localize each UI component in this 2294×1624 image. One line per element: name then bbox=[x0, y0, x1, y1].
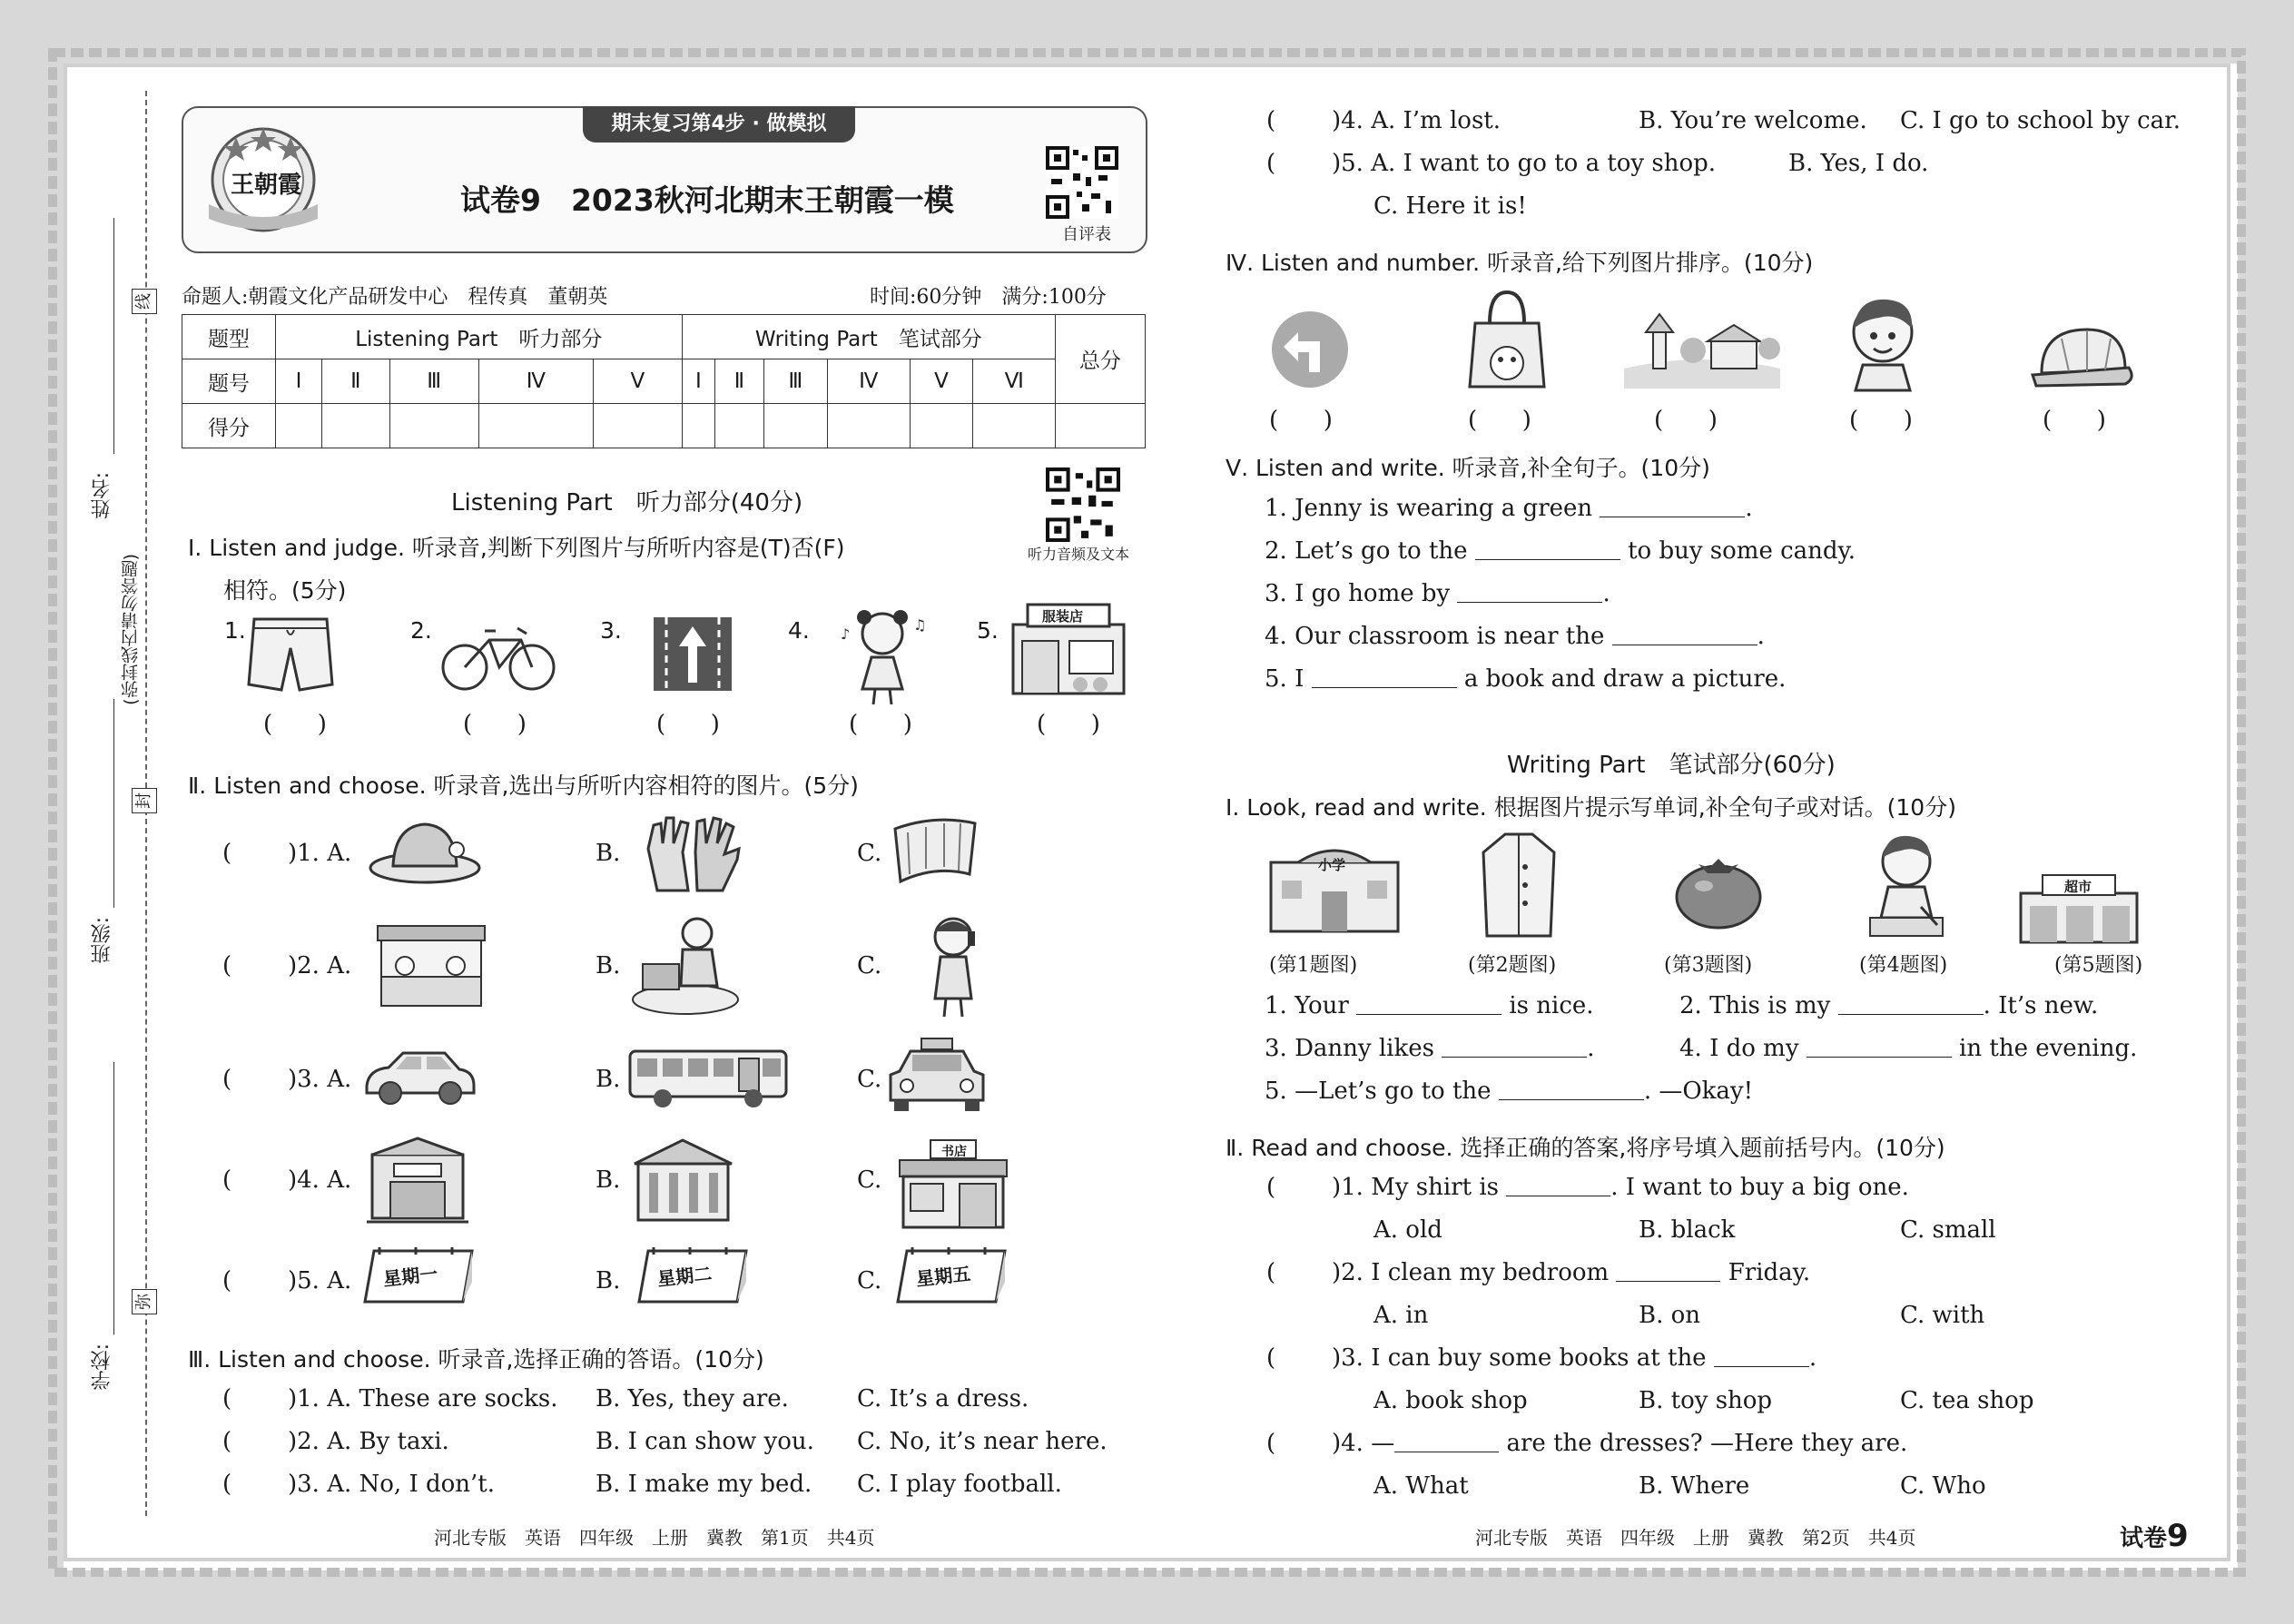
score-table bbox=[182, 314, 1146, 448]
option-c: C. I go to school by car. bbox=[1900, 107, 2181, 134]
answer-paren[interactable]: ( bbox=[1266, 107, 1276, 134]
fill-item-5 bbox=[1265, 665, 1786, 693]
fill-pre: 4. Our classroom is near the bbox=[1265, 623, 1605, 650]
option-a: )1. A. These are socks. bbox=[288, 1385, 558, 1412]
brand-logo bbox=[200, 121, 327, 239]
score-cell[interactable] bbox=[478, 404, 593, 448]
option-b-label: B. bbox=[596, 1267, 621, 1294]
listening-num: Ⅳ bbox=[478, 359, 593, 404]
shorts-icon bbox=[245, 612, 336, 698]
listening-s1-heading-2: 相符。(5分) bbox=[223, 577, 347, 604]
cinema-building-icon bbox=[363, 1137, 472, 1227]
option-b: B. Yes, I do. bbox=[1788, 150, 1929, 177]
gloves-icon bbox=[641, 812, 745, 894]
park-scene-icon bbox=[1620, 305, 1784, 391]
answer-paren[interactable]: ( ) bbox=[849, 711, 912, 738]
market-sign-text: 超市 bbox=[2064, 879, 2092, 895]
answer-paren[interactable]: ( bbox=[222, 1428, 232, 1455]
choice-item-2 bbox=[1266, 1259, 1810, 1286]
paper-label-footer bbox=[2120, 1518, 2189, 1554]
class-field[interactable] bbox=[113, 699, 114, 908]
fill-blank[interactable] bbox=[1612, 625, 1757, 645]
answer-paren[interactable]: ( ) bbox=[1037, 711, 1100, 738]
stem-post: Friday. bbox=[1728, 1259, 1811, 1286]
car-icon bbox=[361, 1044, 479, 1107]
calendar-monday-icon bbox=[361, 1245, 475, 1311]
option-c-label: C. bbox=[857, 1066, 882, 1093]
answer-paren[interactable]: ( bbox=[222, 840, 232, 867]
option-c: C. small bbox=[1900, 1216, 1996, 1244]
writing-title: Writing Part 笔试部分(60分) bbox=[1507, 752, 1836, 779]
fill-pre: 4. I do my bbox=[1679, 1035, 1799, 1062]
option-b-label: B. bbox=[596, 1166, 621, 1194]
score-cell[interactable] bbox=[389, 404, 478, 448]
listening-s1-heading: Ⅰ. Listen and judge. 听录音,判断下列图片与所听内容是(T)否(F) bbox=[188, 535, 845, 561]
bookshop-sign-text: 书店 bbox=[941, 1145, 967, 1159]
binding-mark-1: 线 bbox=[132, 289, 157, 314]
answer-paren[interactable]: ( bbox=[1266, 150, 1276, 177]
school-building-icon bbox=[1262, 835, 1407, 935]
fill-blank[interactable] bbox=[1499, 1079, 1644, 1100]
stem-post: . bbox=[1808, 1344, 1817, 1372]
fill-post: . bbox=[1745, 495, 1753, 522]
option-c-label: C. bbox=[857, 1267, 882, 1294]
fill-blank[interactable] bbox=[1616, 1261, 1720, 1282]
fill-blank[interactable] bbox=[1356, 994, 1501, 1015]
option-b: B. I can show you. bbox=[596, 1428, 814, 1455]
score-cell[interactable] bbox=[828, 404, 910, 448]
answer-paren[interactable]: ( bbox=[222, 1385, 232, 1412]
caption-1: (第1题图) bbox=[1269, 954, 1358, 977]
writing-num: Ⅰ bbox=[682, 359, 715, 404]
paper-label: 试卷 bbox=[2120, 1525, 2168, 1552]
choose-row-2 bbox=[222, 952, 351, 979]
response-item-5 bbox=[1266, 150, 1716, 177]
coat-icon bbox=[1478, 831, 1560, 940]
option-c: C. Here it is! bbox=[1373, 192, 1527, 220]
time-score: 时间:60分钟 满分:100分 bbox=[870, 286, 1107, 309]
fill-blank[interactable] bbox=[1807, 1037, 1952, 1058]
fill-item-1 bbox=[1265, 495, 1753, 522]
write-item-4 bbox=[1679, 1035, 2137, 1062]
option-b: B. I make my bed. bbox=[596, 1471, 812, 1498]
binding-note: (弥封线内请勿答题) bbox=[121, 554, 141, 705]
choose-row-3 bbox=[222, 1066, 351, 1093]
calendar-text: 星期五 bbox=[915, 1262, 972, 1291]
fill-blank[interactable] bbox=[1394, 1432, 1499, 1452]
row-num: )2. A. bbox=[288, 952, 352, 979]
store-sign-text: 服装店 bbox=[1042, 608, 1084, 625]
score-cell[interactable] bbox=[682, 404, 715, 448]
one-way-sign-icon bbox=[652, 615, 733, 693]
fill-post: in the evening. bbox=[1959, 1035, 2138, 1062]
option-b-label: B. bbox=[596, 1066, 621, 1093]
listening-num: Ⅲ bbox=[389, 359, 478, 404]
option-b: B. Where bbox=[1639, 1472, 1750, 1500]
option-a: )2. A. By taxi. bbox=[288, 1428, 449, 1455]
response-item-2 bbox=[222, 1428, 449, 1455]
listening-s2-heading: Ⅱ. Listen and choose. 听录音,选出与所听内容相符的图片。(5分) bbox=[188, 773, 859, 799]
header-box bbox=[182, 106, 1147, 253]
fill-post: . —Okay! bbox=[1643, 1078, 1754, 1105]
option-a: )4. A. I’m lost. bbox=[1332, 107, 1501, 134]
score-cell[interactable] bbox=[322, 404, 390, 448]
choose-row-5 bbox=[222, 1267, 351, 1294]
write-item-2 bbox=[1679, 992, 2098, 1019]
answer-paren[interactable]: ( bbox=[222, 1166, 232, 1194]
fill-post: . bbox=[1602, 580, 1610, 607]
cap-icon bbox=[2029, 322, 2138, 390]
supermarket-icon bbox=[2015, 871, 2142, 944]
row-num: )4. A. bbox=[288, 1166, 352, 1194]
row-num: )3. A. bbox=[288, 1066, 352, 1093]
scarf-icon bbox=[890, 811, 980, 888]
listening-s3-heading: Ⅲ. Listen and choose. 听录音,选择正确的答语。(10分) bbox=[188, 1346, 764, 1373]
fill-post: to buy some candy. bbox=[1628, 537, 1856, 565]
fill-post: . bbox=[1757, 623, 1765, 650]
writing-s1-heading: Ⅰ. Look, read and write. 根据图片提示写单词,补全句子或对话。(10分) bbox=[1226, 794, 1956, 821]
answer-paren[interactable]: ( bbox=[222, 1471, 232, 1498]
qr-audio[interactable] bbox=[1046, 468, 1120, 542]
fill-post: . bbox=[1587, 1035, 1595, 1062]
footer-left: 河北专版 英语 四年级 上册 冀教 第1页 共4页 bbox=[434, 1527, 875, 1549]
option-b-label: B. bbox=[596, 840, 621, 867]
bicycle-icon bbox=[439, 617, 557, 694]
singing-girl-icon bbox=[837, 603, 928, 707]
listening-title: Listening Part 听力部分(40分) bbox=[451, 489, 803, 517]
boy-icon bbox=[1843, 292, 1920, 392]
listening-s4-heading: Ⅳ. Listen and number. 听录音,给下列图片排序。(10分) bbox=[1226, 250, 1814, 276]
calendar-text: 星期二 bbox=[656, 1262, 714, 1291]
school-label: 学校: bbox=[91, 1343, 113, 1391]
name-label: 姓名: bbox=[91, 472, 113, 519]
fill-pre: 1. Jenny is wearing a green bbox=[1265, 495, 1593, 522]
fill-blank[interactable] bbox=[1714, 1346, 1809, 1367]
score-cell[interactable] bbox=[973, 404, 1056, 448]
judge-num-5: 5. bbox=[977, 617, 999, 644]
fill-blank[interactable] bbox=[1838, 994, 1984, 1015]
write-item-5 bbox=[1265, 1078, 1753, 1105]
fill-item-2 bbox=[1265, 537, 1856, 565]
write-item-1 bbox=[1265, 992, 1594, 1019]
self-eval-label: 自评表 bbox=[1062, 225, 1111, 244]
answer-paren[interactable]: ( ) bbox=[2043, 407, 2106, 434]
score-cell[interactable] bbox=[763, 404, 827, 448]
fill-post: is nice. bbox=[1509, 992, 1594, 1019]
stem-post: . I want to buy a big one. bbox=[1610, 1174, 1909, 1201]
tomato-icon bbox=[1673, 853, 1764, 930]
score-cell[interactable] bbox=[910, 404, 973, 448]
writing-part-label: Writing Part 笔试部分 bbox=[682, 315, 1055, 359]
choose-row-4 bbox=[222, 1166, 351, 1194]
option-b: B. Yes, they are. bbox=[596, 1385, 789, 1412]
response-item-4 bbox=[1266, 107, 1501, 134]
judge-num-2: 2. bbox=[410, 617, 432, 644]
fill-blank[interactable] bbox=[1600, 497, 1745, 517]
boy-homework-icon bbox=[1861, 831, 1952, 940]
bookshop-icon bbox=[894, 1138, 1012, 1229]
fill-pre: 3. Danny likes bbox=[1265, 1035, 1434, 1062]
choose-row-1 bbox=[222, 840, 351, 867]
bus-icon bbox=[626, 1046, 790, 1109]
row-num: )5. A. bbox=[288, 1267, 352, 1294]
write-item-3 bbox=[1265, 1035, 1595, 1062]
option-c-label: C. bbox=[857, 840, 882, 867]
name-field[interactable] bbox=[113, 218, 114, 454]
judge-num-1: 1. bbox=[224, 617, 246, 644]
choice-item-4 bbox=[1266, 1430, 1907, 1457]
option-c: C. It’s a dress. bbox=[857, 1385, 1029, 1412]
option-b: B. on bbox=[1639, 1302, 1701, 1329]
fill-item-4 bbox=[1265, 623, 1765, 650]
ribbon: 期末复习第4步 · 做模拟 bbox=[583, 106, 855, 143]
taxi-icon bbox=[885, 1035, 989, 1117]
judge-num-3: 3. bbox=[600, 617, 622, 644]
qr-self-eval[interactable] bbox=[1046, 146, 1118, 219]
answer-paren[interactable]: ( ) bbox=[463, 711, 527, 738]
calendar-text: 星期一 bbox=[382, 1262, 439, 1291]
total-cell[interactable] bbox=[1056, 404, 1146, 448]
fill-blank[interactable] bbox=[1506, 1176, 1610, 1196]
stem-pre: )2. I clean my bedroom bbox=[1332, 1259, 1610, 1286]
fill-pre: 5. I bbox=[1265, 665, 1305, 693]
option-b: B. black bbox=[1639, 1216, 1736, 1244]
brand-name: 王朝霞 bbox=[231, 172, 302, 199]
caption-5: (第5题图) bbox=[2054, 954, 2143, 977]
option-a: )5. A. I want to go to a toy shop. bbox=[1332, 150, 1717, 177]
fill-post: a book and draw a picture. bbox=[1463, 665, 1787, 693]
fill-pre: 2. Let’s go to the bbox=[1265, 537, 1468, 565]
listening-num: Ⅱ bbox=[322, 359, 390, 404]
answer-paren[interactable]: ( ) bbox=[1849, 407, 1913, 434]
binding-mark-2: 封 bbox=[132, 788, 157, 813]
response-item-1 bbox=[222, 1385, 558, 1412]
fill-pre: 1. Your bbox=[1265, 992, 1349, 1019]
girl-computer-icon bbox=[626, 913, 744, 1018]
option-c: C. No, it’s near here. bbox=[857, 1428, 1108, 1455]
stem-pre: )4. — bbox=[1332, 1430, 1395, 1457]
museum-building-icon bbox=[631, 1137, 735, 1227]
fill-blank[interactable] bbox=[1457, 582, 1602, 603]
caption-4: (第4题图) bbox=[1859, 954, 1948, 977]
fill-blank[interactable] bbox=[1475, 539, 1620, 560]
paper-title: 试卷9 2023秋河北期末王朝霞一模 bbox=[460, 182, 954, 218]
writing-num: Ⅵ bbox=[973, 359, 1056, 404]
option-a: A. old bbox=[1373, 1216, 1442, 1244]
fill-post: . It’s new. bbox=[1983, 992, 2099, 1019]
row-num: )1. A. bbox=[288, 840, 352, 867]
fill-item-3 bbox=[1265, 580, 1610, 607]
score-cell[interactable] bbox=[276, 404, 322, 448]
svg-text:♫: ♫ bbox=[913, 616, 927, 634]
fill-blank[interactable] bbox=[1442, 1037, 1587, 1058]
hat-icon bbox=[366, 815, 484, 888]
total-label: 总分 bbox=[1056, 315, 1146, 404]
judge-num-4: 4. bbox=[788, 617, 810, 644]
clothing-store-icon bbox=[1009, 601, 1127, 696]
listening-num: Ⅰ bbox=[276, 359, 322, 404]
option-c: C. I play football. bbox=[857, 1471, 1062, 1498]
answer-paren[interactable]: ( bbox=[222, 1066, 232, 1093]
listening-num: Ⅴ bbox=[594, 359, 683, 404]
girl-phone-icon bbox=[917, 911, 989, 1020]
row-label-score: 得分 bbox=[182, 404, 276, 448]
answer-paren[interactable]: ( ) bbox=[263, 711, 327, 738]
writing-num: Ⅱ bbox=[715, 359, 763, 404]
answer-paren[interactable]: ( ) bbox=[1654, 407, 1718, 434]
school-field[interactable] bbox=[113, 1062, 114, 1334]
answer-paren[interactable]: ( bbox=[222, 952, 232, 979]
listening-part-label: Listening Part 听力部分 bbox=[276, 315, 683, 359]
school-sign-text: 小学 bbox=[1318, 857, 1346, 873]
option-a: )3. A. No, I don’t. bbox=[288, 1471, 496, 1498]
option-c: C. with bbox=[1900, 1302, 1985, 1329]
score-cell[interactable] bbox=[594, 404, 683, 448]
fill-pre: 5. —Let’s go to the bbox=[1265, 1078, 1492, 1105]
answer-paren[interactable]: ( bbox=[222, 1267, 232, 1294]
paper-number: 9 bbox=[2167, 1518, 2189, 1554]
option-c: C. Who bbox=[1900, 1472, 1986, 1500]
score-cell[interactable] bbox=[715, 404, 763, 448]
choice-item-1 bbox=[1266, 1174, 1909, 1201]
writing-num: Ⅴ bbox=[910, 359, 973, 404]
stem-post: are the dresses? —Here they are. bbox=[1506, 1430, 1908, 1457]
fill-blank[interactable] bbox=[1312, 667, 1457, 688]
writing-s2-heading: Ⅱ. Read and choose. 选择正确的答案,将序号填入题前括号内。(10分) bbox=[1226, 1135, 1945, 1161]
choice-item-3 bbox=[1266, 1344, 1816, 1372]
footer-right: 河北专版 英语 四年级 上册 冀教 第2页 共4页 bbox=[1475, 1527, 1916, 1549]
option-b: B. You’re welcome. bbox=[1639, 107, 1867, 134]
class-label: 班级: bbox=[91, 917, 113, 964]
binding-mark-3: 弥 bbox=[132, 1289, 157, 1314]
calendar-friday-icon bbox=[894, 1245, 1008, 1311]
stem-pre: )1. My shirt is bbox=[1332, 1174, 1499, 1201]
writing-num: Ⅲ bbox=[763, 359, 827, 404]
answer-paren[interactable]: ( ) bbox=[1269, 407, 1333, 434]
caption-2: (第2题图) bbox=[1468, 954, 1557, 977]
answer-paren[interactable]: ( bbox=[1266, 1174, 1276, 1201]
shop-counter-icon bbox=[372, 922, 490, 1009]
option-b-label: B. bbox=[596, 952, 621, 979]
response-item-3 bbox=[222, 1471, 495, 1498]
answer-paren[interactable]: ( bbox=[1266, 1344, 1276, 1372]
bag-icon bbox=[1466, 287, 1548, 391]
option-a: A. What bbox=[1373, 1472, 1469, 1500]
row-label-number: 题号 bbox=[182, 359, 276, 404]
answer-paren[interactable]: ( ) bbox=[656, 711, 720, 738]
caption-3: (第3题图) bbox=[1664, 954, 1753, 977]
fill-pre: 3. I go home by bbox=[1265, 580, 1451, 607]
row-label-type: 题型 bbox=[182, 315, 276, 359]
answer-paren[interactable]: ( bbox=[1266, 1430, 1276, 1457]
listening-s5-heading: Ⅴ. Listen and write. 听录音,补全句子。(10分) bbox=[1226, 455, 1710, 481]
author-line: 命题人:朝霞文化产品研发中心 程传真 董朝英 bbox=[182, 286, 608, 309]
qr-audio-label: 听力音频及文本 bbox=[1028, 546, 1130, 563]
answer-paren[interactable]: ( ) bbox=[1468, 407, 1531, 434]
option-c-label: C. bbox=[857, 952, 882, 979]
option-a: A. in bbox=[1373, 1302, 1429, 1329]
svg-text:♪: ♪ bbox=[841, 625, 851, 643]
fill-pre: 2. This is my bbox=[1679, 992, 1831, 1019]
option-c: C. tea shop bbox=[1900, 1387, 2034, 1414]
stem-pre: )3. I can buy some books at the bbox=[1332, 1344, 1707, 1372]
answer-paren[interactable]: ( bbox=[1266, 1259, 1276, 1286]
option-c-label: C. bbox=[857, 1166, 882, 1194]
writing-num: Ⅳ bbox=[828, 359, 910, 404]
calendar-tuesday-icon bbox=[635, 1245, 749, 1311]
turn-left-sign-icon bbox=[1269, 309, 1351, 390]
option-b: B. toy shop bbox=[1639, 1387, 1773, 1414]
option-a: A. book shop bbox=[1373, 1387, 1528, 1414]
